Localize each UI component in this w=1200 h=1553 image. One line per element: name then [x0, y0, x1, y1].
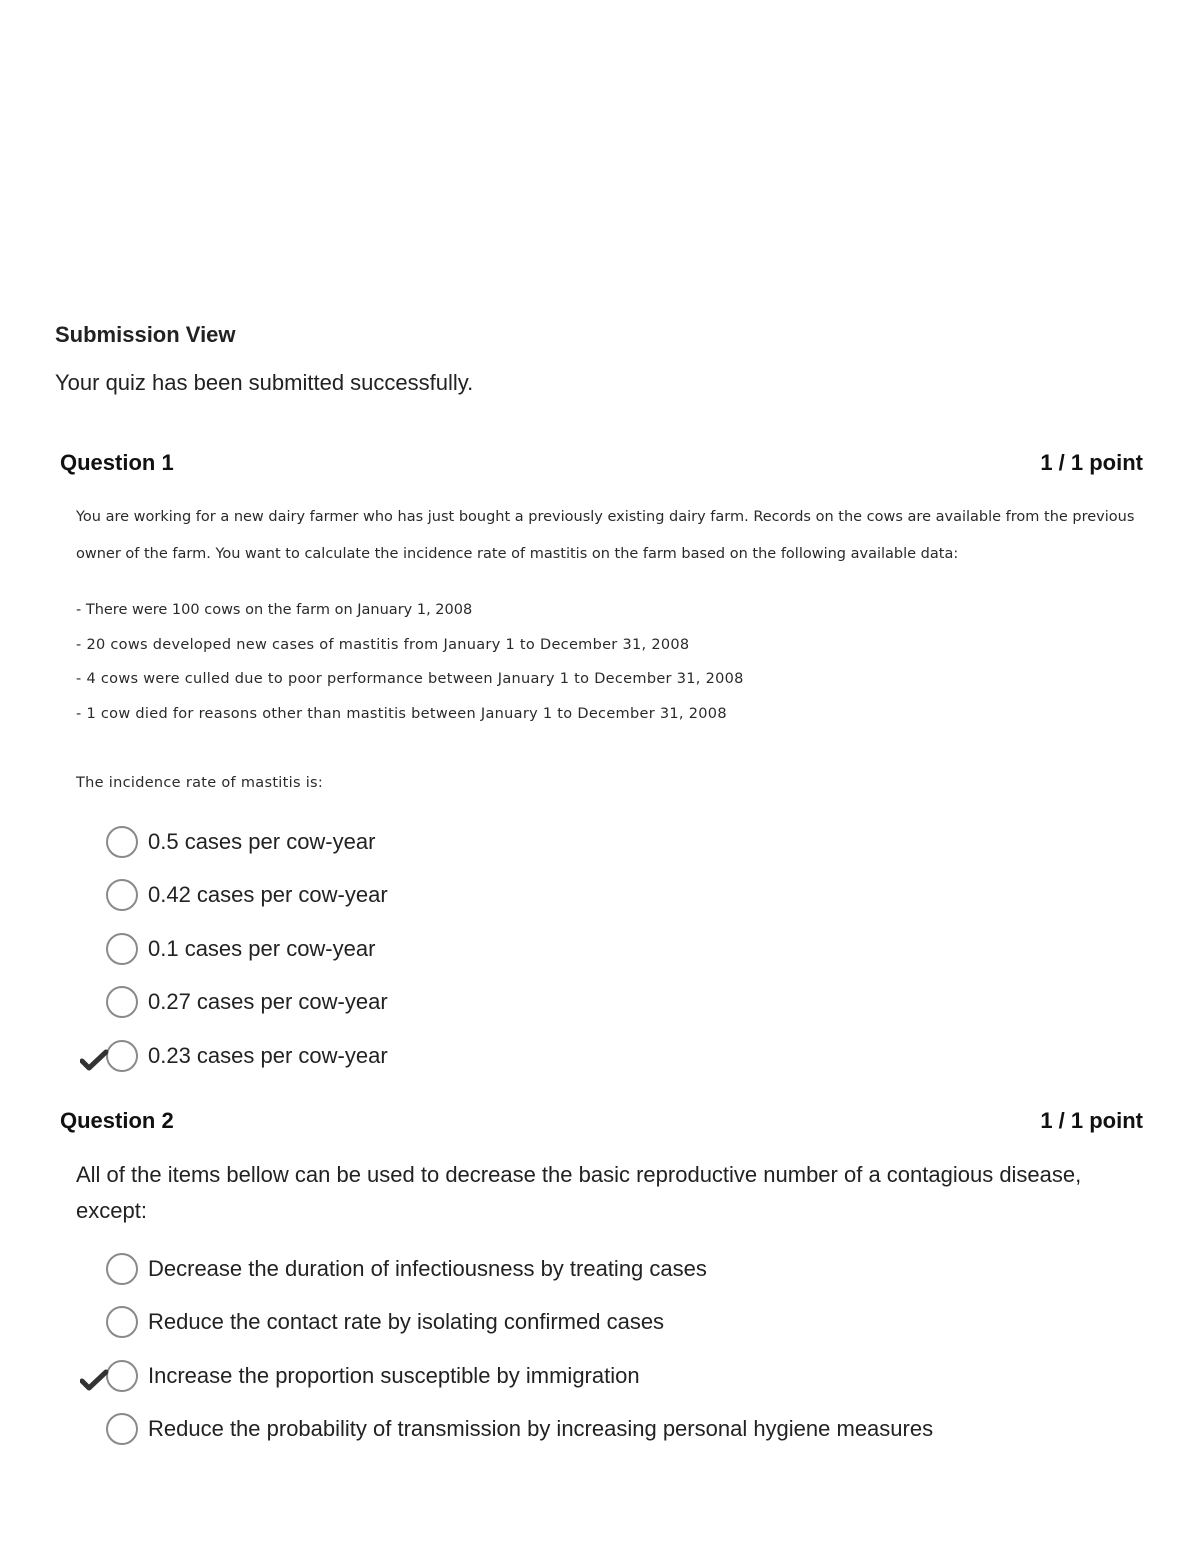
question-2-score: 1 / 1 point — [1040, 1108, 1143, 1133]
page-title: Submission View — [55, 322, 236, 347]
question-1-data-4: - 1 cow died for reasons other than mastitis between January 1 to December 31, 2008 — [76, 706, 727, 722]
question-1-prompt: The incidence rate of mastitis is: — [76, 775, 324, 791]
question-1-data-1: - There were 100 cows on the farm on January 1, 2008 — [76, 602, 473, 618]
question-2-option-4[interactable] — [76, 1409, 933, 1449]
option-label: 0.23 cases per cow-year — [148, 1043, 388, 1068]
option-label: 0.5 cases per cow-year — [148, 829, 376, 854]
option-label: Increase the proportion susceptible by immigration — [148, 1363, 640, 1388]
question-2-option-2[interactable] — [76, 1302, 664, 1342]
option-label: Reduce the probability of transmission by increasing personal hygiene measures — [148, 1416, 934, 1441]
option-label: 0.27 cases per cow-year — [148, 989, 388, 1014]
option-label: 0.1 cases per cow-year — [148, 936, 376, 961]
radio-button[interactable] — [106, 986, 138, 1018]
question-1-data-3: - 4 cows were culled due to poor performance between January 1 to December 31, 2008 — [76, 671, 744, 687]
question-1-label: Question 1 — [60, 450, 174, 475]
question-1-header — [60, 450, 1143, 476]
question-1-option-4[interactable] — [76, 982, 388, 1022]
question-1-option-3[interactable] — [76, 929, 375, 969]
question-1-option-1[interactable] — [76, 822, 375, 862]
radio-button[interactable] — [106, 1360, 138, 1392]
radio-button[interactable] — [106, 1040, 138, 1072]
radio-button[interactable] — [106, 933, 138, 965]
question-1-option-5[interactable] — [76, 1036, 388, 1076]
question-2-option-3[interactable] — [76, 1356, 640, 1396]
question-2-option-1[interactable] — [76, 1249, 707, 1289]
question-1-score: 1 / 1 point — [1040, 450, 1143, 475]
radio-button[interactable] — [106, 1413, 138, 1445]
radio-button[interactable] — [106, 1253, 138, 1285]
question-2-header — [60, 1108, 1143, 1134]
question-1-intro-line-1: You are working for a new dairy farmer who has just bought a previously existing dairy farm. Records on the cows are available from the previous — [76, 509, 1135, 525]
question-1-data-2: - 20 cows developed new cases of mastitis from January 1 to December 31, 2008 — [76, 637, 690, 653]
radio-button[interactable] — [106, 879, 138, 911]
radio-button[interactable] — [106, 826, 138, 858]
checkmark-icon — [80, 1049, 108, 1071]
radio-button[interactable] — [106, 1306, 138, 1338]
question-2-label: Question 2 — [60, 1108, 174, 1133]
option-label: 0.42 cases per cow-year — [148, 882, 388, 907]
question-1-intro-line-2: owner of the farm. You want to calculate the incidence rate of mastitis on the farm based on the following available data: — [76, 546, 959, 562]
question-2-prompt: All of the items bellow can be used to decrease the basic reproductive number of a contagious disease, except: — [76, 1162, 1082, 1223]
option-label: Reduce the contact rate by isolating confirmed cases — [148, 1309, 665, 1334]
submission-message: Your quiz has been submitted successfully. — [55, 370, 474, 395]
option-label: Decrease the duration of infectiousness by treating cases — [148, 1256, 707, 1281]
checkmark-icon — [80, 1369, 108, 1391]
question-1-option-2[interactable] — [76, 875, 388, 915]
